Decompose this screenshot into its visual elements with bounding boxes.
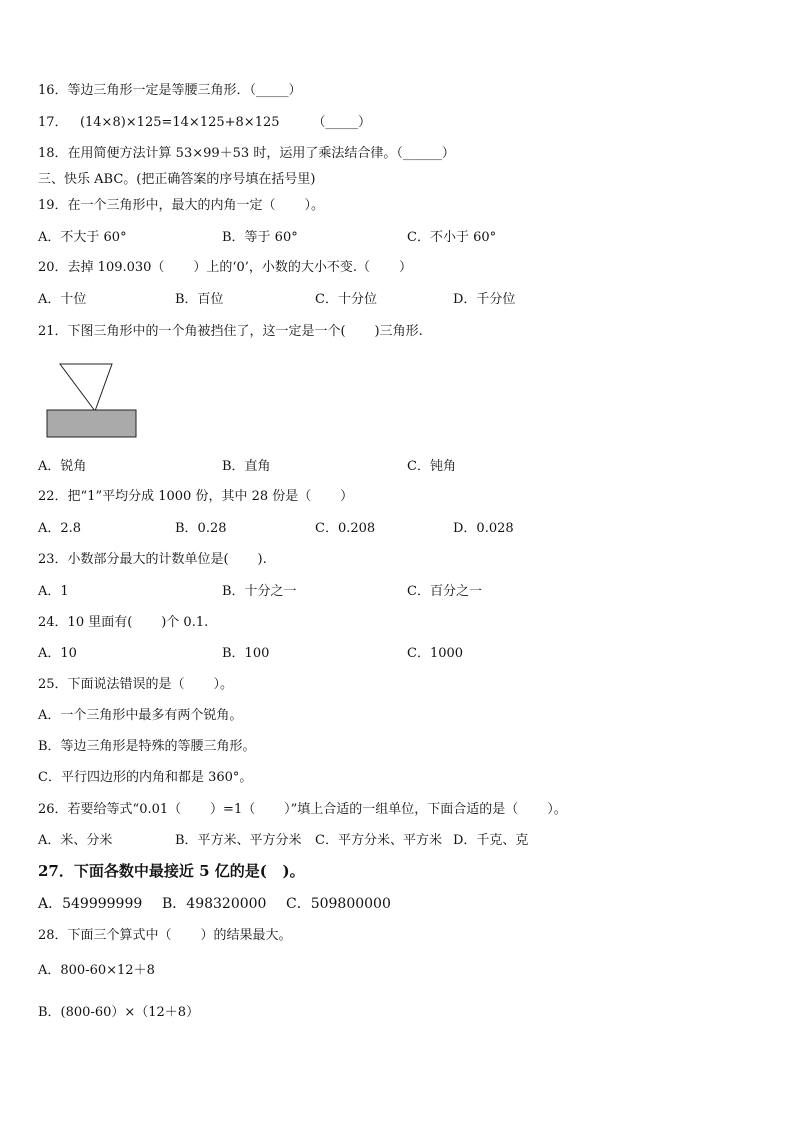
question-23-option-b: B．十分之一 xyxy=(222,584,297,599)
question-27-stem: 27．下面各数中最接近 5 亿的是( )。 xyxy=(38,862,305,880)
question-25-stem: 25．下面说法错误的是（ ）。 xyxy=(38,677,233,692)
question-16: 16．等边三角形一定是等腰三角形．（_____） xyxy=(38,83,302,98)
question-21-option-b: B．直角 xyxy=(222,459,271,474)
question-20-option-c: C．十分位 xyxy=(315,292,377,307)
question-24-option-a: A．10 xyxy=(38,646,77,661)
question-25-option-b: B．等边三角形是特殊的等腰三角形。 xyxy=(38,739,256,754)
question-21-option-a: A．锐角 xyxy=(38,459,87,474)
question-24-option-b: B．100 xyxy=(222,646,270,661)
question-22-option-d: D．0.028 xyxy=(453,521,514,536)
question-24-option-c: C．1000 xyxy=(407,646,464,661)
question-20-option-a: A．十位 xyxy=(38,292,87,307)
triangle-shape xyxy=(60,364,112,411)
question-26-option-a: A．米、分米 xyxy=(38,833,113,848)
question-26-option-d: D．千克、克 xyxy=(453,833,529,848)
covered-triangle-figure xyxy=(44,362,140,440)
question-28-stem: 28．下面三个算式中（ ）的结果最大。 xyxy=(38,928,292,943)
question-21-stem: 21．下图三角形中的一个角被挡住了，这一定是一个( )三角形. xyxy=(38,324,423,339)
question-20-stem: 20．去掉 109.030（ ）上的‘0’，小数的大小不变.（ ） xyxy=(38,260,412,275)
question-27-option-c: C．509800000 xyxy=(286,896,391,912)
question-20-option-b: B．百位 xyxy=(175,292,224,307)
question-27-option-b: B．498320000 xyxy=(162,896,267,912)
covering-rectangle xyxy=(47,410,136,437)
question-24-stem: 24．10 里面有( )个 0.1. xyxy=(38,615,209,630)
question-22-option-a: A．2.8 xyxy=(38,521,82,536)
question-17: 17． (14×8)×125=14×125+8×125 （_____） xyxy=(38,115,372,130)
question-22-option-c: C．0.208 xyxy=(315,521,376,536)
question-23-option-c: C．百分之一 xyxy=(407,584,482,599)
question-21-option-c: C．钝角 xyxy=(407,459,456,474)
question-26-stem: 26．若要给等式“0.01（ ）=1（ ）”填上合适的一组单位，下面合适的是（ ）。 xyxy=(38,802,567,817)
question-23-option-a: A．1 xyxy=(38,584,69,599)
question-23-stem: 23．小数部分最大的计数单位是( ). xyxy=(38,552,267,567)
question-26-option-c: C．平方分米、平方米 xyxy=(315,833,442,848)
section-3-title: 三、快乐 ABC。(把正确答案的序号填在括号里) xyxy=(38,172,316,187)
question-22-option-b: B．0.28 xyxy=(175,521,227,536)
question-19-option-a: A．不大于 60° xyxy=(38,230,127,245)
question-19-stem: 19．在一个三角形中，最大的内角一定（ ）。 xyxy=(38,198,324,213)
question-20-option-d: D．千分位 xyxy=(453,292,516,307)
question-18: 18．在用简便方法计算 53×99＋53 时，运用了乘法结合律。（______） xyxy=(38,146,455,161)
question-28-option-a: A．800-60×12＋8 xyxy=(38,963,155,978)
question-26-option-b: B．平方米、平方分米 xyxy=(175,833,302,848)
question-19-option-c: C．不小于 60° xyxy=(407,230,497,245)
question-19-option-b: B．等于 60° xyxy=(222,230,298,245)
question-25-option-c: C．平行四边形的内角和都是 360°。 xyxy=(38,770,253,785)
question-27-option-a: A．549999999 xyxy=(38,896,143,912)
question-25-option-a: A．一个三角形中最多有两个锐角。 xyxy=(38,708,243,723)
question-28-option-b: B．(800-60）×（12＋8） xyxy=(38,1005,200,1020)
question-22-stem: 22．把“1”平均分成 1000 份，其中 28 份是（ ） xyxy=(38,489,354,504)
